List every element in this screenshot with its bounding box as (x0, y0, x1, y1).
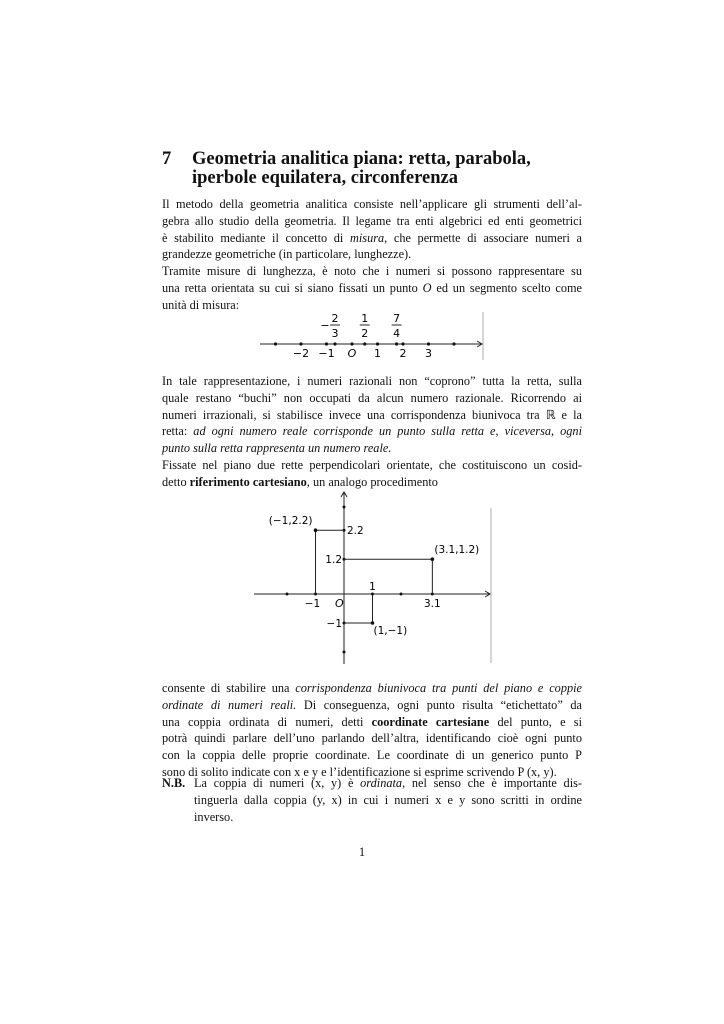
tick-label: −2 (292, 347, 310, 360)
text-line: Tramite misure di lunghezza, è noto che i numeri si possono rappresentare su (162, 264, 582, 278)
projection-lines (344, 594, 373, 623)
axis-dot (286, 593, 289, 596)
tick-dot (401, 342, 404, 345)
axis-dot (343, 506, 346, 509)
nb-body (194, 775, 582, 825)
point-dot (314, 528, 318, 532)
y-tick-label: −1 (326, 618, 342, 630)
fraction-denominator: 3 (331, 327, 339, 340)
paragraph-coordinates (162, 680, 582, 781)
section-title-line2: iperbole equilatera, circonferenza (192, 168, 458, 188)
tick-label: 1 (374, 347, 381, 360)
axis-dot (343, 651, 346, 654)
tick-label: O (347, 347, 357, 360)
fraction-numerator: 2 (331, 312, 339, 325)
tick-dot (325, 342, 328, 345)
text-line: quale restano “buchi” non occupati da alcun numero razionale. Ricorrendo ai (162, 390, 582, 405)
fraction-dot (363, 342, 366, 345)
text-line: una retta orientata su cui si siano fissati un punto O ed un segmento scelto come (162, 280, 583, 295)
number-line-figure (255, 308, 490, 368)
paragraph-number-line-intro (162, 263, 582, 313)
text-line: Il metodo della geometria analitica consiste nell’applicare gli strumenti dell’al- (162, 197, 582, 211)
text-line: ordinate di numeri reali. Di conseguenza, ogni punto risulta “etichettato” da (162, 697, 582, 712)
nb-label: N.B. (162, 776, 186, 790)
tick-dot (350, 342, 353, 345)
fraction-sign: − (320, 319, 330, 332)
text-line: inverso. (194, 809, 234, 824)
text-line: potrà quindi parlare dell’uno parlando dell’altra, identificando cioè ogni punto (162, 731, 582, 746)
emphasis: misura (349, 230, 385, 245)
tick-label: 3 (425, 347, 432, 360)
point-dot (431, 557, 435, 561)
tick-dot (376, 342, 379, 345)
tick-label: 2 (399, 347, 407, 360)
tick-dot (427, 342, 430, 345)
text-line: grandezze geometriche (in particolare, lunghezze). (162, 247, 412, 262)
text-line: Fissate nel piano due rette perpendicolari orientate, che costituiscono un cosid- (162, 458, 582, 472)
text-line: La coppia di numeri (x, y) è ordinata, nel senso che è importante dis- (194, 776, 582, 790)
paragraph-intro (162, 196, 582, 263)
section-number: 7 (162, 149, 172, 169)
fraction-numerator: 1 (361, 312, 369, 325)
text-line: una coppia ordinata di numeri, detti coordinate cartesiane del punto, e si (162, 714, 582, 729)
tick-label: −1 (318, 347, 335, 360)
y-tick-label: 2.2 (347, 525, 364, 538)
text-line: con la coppia delle proprie coordinate. Le coordinate di un generico punto P (162, 748, 582, 763)
fraction-denominator: 4 (393, 327, 401, 340)
projection-lines (344, 559, 432, 594)
x-tick-label: −1 (304, 598, 321, 610)
fraction-denominator: 2 (361, 327, 369, 340)
axis-dot (400, 593, 403, 596)
section-title-line1: Geometria analitica piana: retta, parabola, (192, 149, 531, 169)
number-line-dot (452, 342, 455, 345)
origin-label: O (335, 597, 344, 610)
text-line: è stabilito mediante il concetto di misura, che permette di associare numeri a (162, 230, 582, 245)
text-line: In tale rappresentazione, i numeri razionali non “coprono” tutta la retta, sulla (162, 374, 582, 388)
text-line: gebra allo studio della geometria. Il legame tra enti algebrici ed enti geometrici (162, 213, 582, 228)
point-label: (3.1,1.2) (434, 544, 480, 557)
text-line: tinguerla dalla coppia (y, x) in cui i numeri x e y sono scritti in ordine (194, 792, 582, 807)
text-line: sono di solito indicate con x e y e l’identificazione si esprime scrivendo P (x, y). (162, 764, 557, 779)
point-label: (1,−1) (373, 625, 408, 637)
x-tick-label: 3.1 (423, 598, 441, 610)
cartesian-plane-figure (252, 488, 497, 668)
text-line: retta: ad ogni numero reale corrisponde un punto sulla retta e, viceversa, ogni (162, 424, 582, 439)
page-number: 1 (358, 845, 366, 859)
text-line: consente di stabilire una corrispondenza biunivoca tra punti del piano e coppie (162, 681, 583, 695)
text-line: detto riferimento cartesiano, un analogo procedimento (162, 474, 438, 489)
paragraph-cartesian-intro (162, 457, 582, 491)
tick-dot (299, 342, 302, 345)
point-label: (−1,2.2) (268, 515, 313, 528)
text-line: unità di misura: (162, 297, 240, 312)
y-tick-label: 1.2 (325, 554, 342, 567)
number-line-dot (274, 342, 277, 345)
fraction-dot (333, 342, 336, 345)
text-line: punto sulla retta rappresenta un numero reale. (162, 441, 392, 456)
text-line: numeri irrazionali, si stabilisce invece una corrispondenza biunivoca tra ℝ e la (162, 407, 582, 422)
fraction-dot (395, 342, 398, 345)
paragraph-rationals (162, 373, 582, 457)
x-tick-label: 1 (369, 581, 376, 593)
fraction-numerator: 7 (393, 312, 401, 325)
